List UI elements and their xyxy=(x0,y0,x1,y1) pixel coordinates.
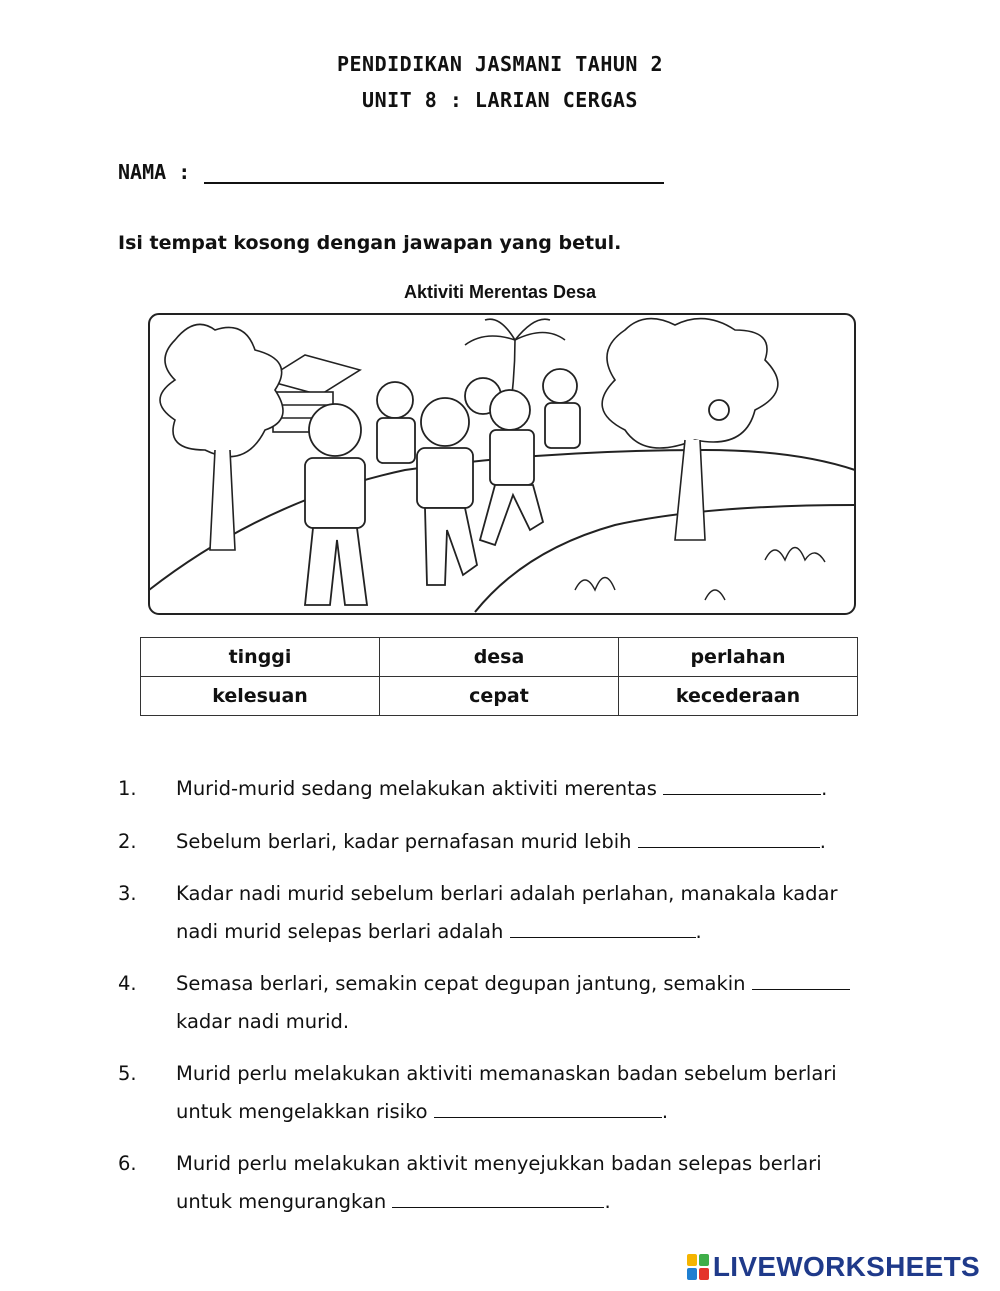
answer-blank[interactable] xyxy=(510,919,696,938)
question-text: Semasa berlari, semakin cepat degupan jantung, semakin xyxy=(176,972,746,995)
question-text: Murid perlu melakukan aktiviti memanaskan badan sebelum berlari xyxy=(176,1062,837,1085)
liveworksheets-logo[interactable] xyxy=(687,1251,980,1283)
word-bank-cell: perlahan xyxy=(619,638,858,677)
answer-blank[interactable] xyxy=(638,829,820,848)
word-bank-cell: cepat xyxy=(380,677,619,716)
instruction-text: Isi tempat kosong dengan jawapan yang betul. xyxy=(118,232,622,254)
worksheet-subtitle: UNIT 8 : LARIAN CERGAS xyxy=(362,88,638,112)
question-number: 1. xyxy=(118,777,137,800)
word-bank-cell: kecederaan xyxy=(619,677,858,716)
answer-blank[interactable] xyxy=(392,1189,604,1208)
word-bank-table xyxy=(140,637,858,716)
word-bank-cell: tinggi xyxy=(141,638,380,677)
liveworksheets-logo-icon xyxy=(687,1254,709,1280)
answer-blank[interactable] xyxy=(434,1099,662,1118)
logo-square xyxy=(699,1254,709,1266)
answer-blank[interactable] xyxy=(663,776,821,795)
name-field[interactable] xyxy=(204,160,664,184)
question-punct: . xyxy=(819,830,826,853)
question-text: Kadar nadi murid sebelum berlari adalah perlahan, manakala kadar xyxy=(176,882,838,905)
name-row xyxy=(118,160,664,184)
logo-square xyxy=(687,1254,697,1266)
word-bank-cell: kelesuan xyxy=(141,677,380,716)
word-bank-row xyxy=(141,677,858,716)
question-number: 6. xyxy=(118,1152,137,1175)
question-punct: . xyxy=(821,777,828,800)
word-bank-row xyxy=(141,638,858,677)
name-label: NAMA : xyxy=(118,160,191,184)
answer-blank[interactable] xyxy=(752,971,850,990)
question-text: Sebelum berlari, kadar pernafasan murid lebih xyxy=(176,830,632,853)
question-punct: . xyxy=(661,1100,669,1123)
question-punct: . xyxy=(695,920,702,943)
logo-square xyxy=(687,1268,697,1280)
question-text: Murid perlu melakukan aktivit menyejukkan badan selepas berlari xyxy=(176,1152,822,1175)
logo-square xyxy=(699,1268,709,1280)
question-text: untuk mengelakkan risiko xyxy=(176,1100,428,1123)
question-text: kadar nadi murid. xyxy=(176,1010,350,1033)
logo-text: LIVEWORKSHEETS xyxy=(712,1251,980,1282)
children-running-illustration xyxy=(145,300,861,620)
question-number: 5. xyxy=(118,1062,137,1085)
question-number: 4. xyxy=(118,972,137,995)
question-text: Murid-murid sedang melakukan aktiviti merentas xyxy=(176,777,657,800)
picture-title: Aktiviti Merentas Desa xyxy=(403,282,597,302)
word-bank-cell: desa xyxy=(380,638,619,677)
question-number: 3. xyxy=(118,882,137,905)
question-punct: . xyxy=(604,1190,611,1213)
worksheet-title: PENDIDIKAN JASMANI TAHUN 2 xyxy=(336,52,664,76)
question-text: nadi murid selepas berlari adalah xyxy=(176,920,504,943)
question-number: 2. xyxy=(118,830,137,853)
question-text: untuk mengurangkan xyxy=(176,1190,387,1213)
